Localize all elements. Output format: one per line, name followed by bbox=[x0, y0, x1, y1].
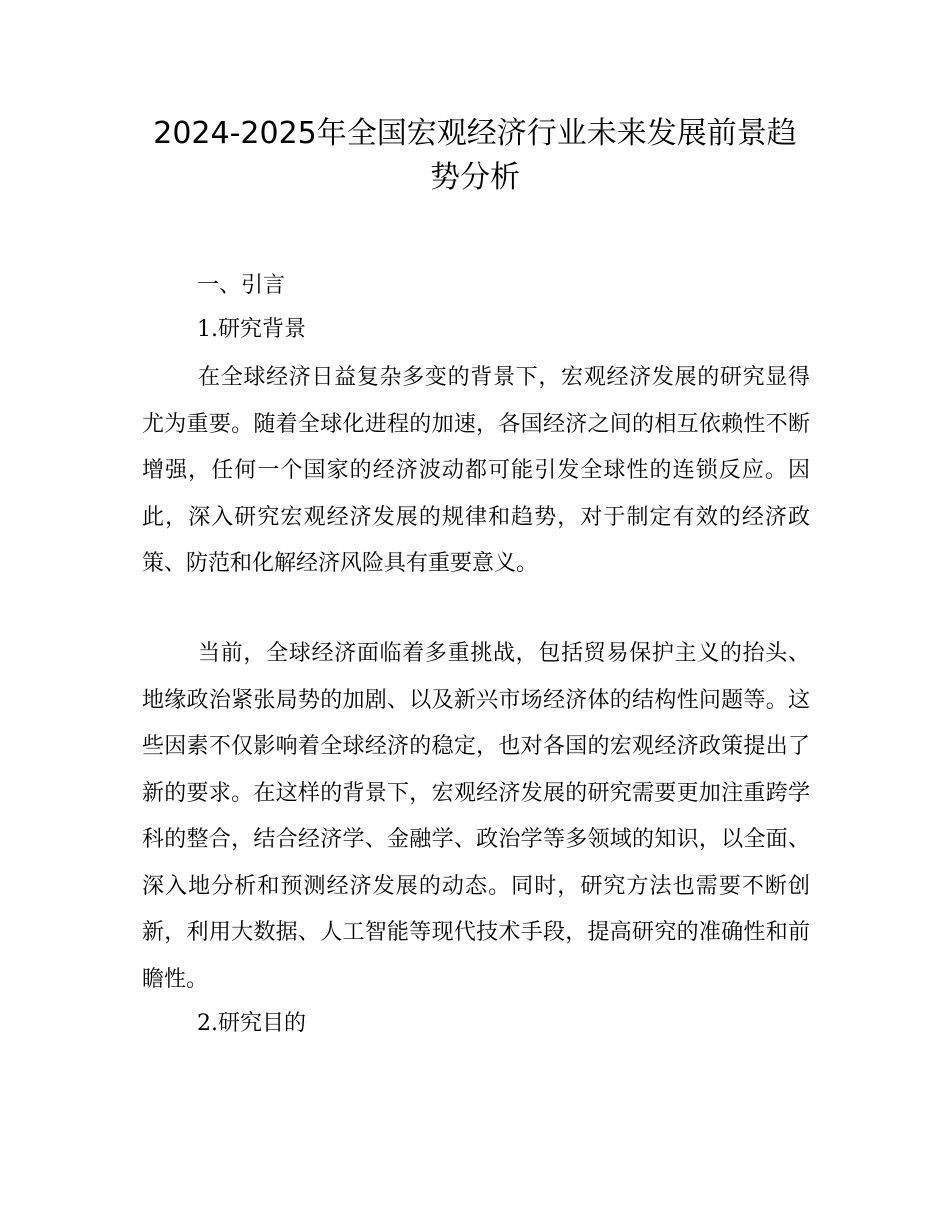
subsection-heading-research-purpose: 2.研究目的 bbox=[197, 1011, 306, 1036]
subsection-heading-research-background: 1.研究背景 bbox=[197, 317, 306, 342]
document-title: 2024-2025年全国宏观经济行业未来发展前景趋势分析 bbox=[153, 116, 797, 195]
paragraph-background-2: 当前，全球经济面临着多重挑战，包括贸易保护主义的抬头、地缘政治紧张局势的加剧、以及新兴市场经济体的结构性问题等。这些因素不仅影响着全球经济的稳定，也对各国的宏观经济政策提出了新的要求。在这样的背景下，宏观经济发展的研究需要更加注重跨学科的整合，结合经济学、金融学、政治学等多领域的知识，以全面、深入地分析和预测经济发展的动态。同时，研究方法也需要不断创新，利用大数据、人工智能等现代技术手段，提高研究的准确性和前瞻性。 bbox=[142, 641, 810, 992]
paragraph-background-1: 在全球经济日益复杂多变的背景下，宏观经济发展的研究显得尤为重要。随着全球化进程的加速，各国经济之间的相互依赖性不断增强，任何一个国家的经济波动都可能引发全球性的连锁反应。因此，深入研究宏观经济发展的规律和趋势，对于制定有效的经济政策、防范和化解经济风险具有重要意义。 bbox=[142, 365, 810, 576]
section-heading-introduction: 一、引言 bbox=[197, 273, 286, 298]
